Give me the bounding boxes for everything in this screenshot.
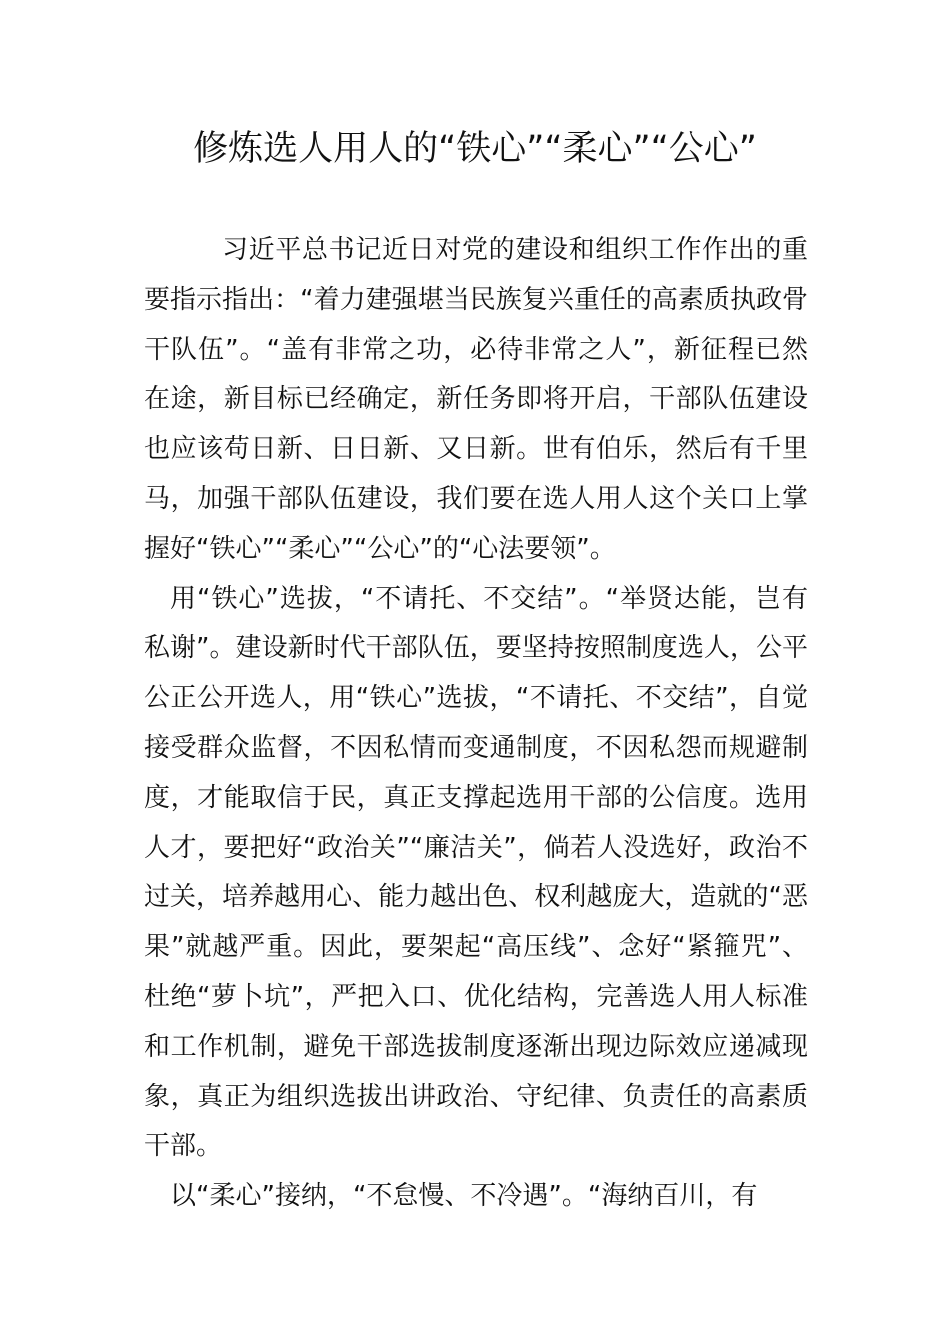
- paragraph-iron-heart: 用“铁心”选拔，“不请托、不交结”。“举贤达能，岂有私谢”。建设新时代干部队伍，要坚持按照制度选人，公平公正公开选人，用“铁心”选拔，“不请托、不交结”，自觉接受群众监督，不因私情而变通制度，不因私怨而规避制度，才能取信于民，真正支撑起选用干部的公信度。选用人才，要把好“政治关”“廉洁关”，倘若人没选好，政治不过关，培养越用心、能力越出色、权利越庞大，造就的“恶果”就越严重。因此，要架起“高压线”、念好“紧箍咒”、杜绝“萝卜坑”，严把入口、优化结构，完善选人用人标准和工作机制，避免干部选拔制度逐渐出现边际效应递减现象，真正为组织选拔出讲政治、守纪律、负责任的高素质干部。: [144, 583, 808, 1162]
- document-title: 修炼选人用人的“铁心”“柔心”“公心”: [193, 129, 757, 169]
- paragraph-intro: 习近平总书记近日对党的建设和组织工作作出的重要指示指出：“着力建强堪当民族复兴重任的高素质执政骨干队伍”。“盖有非常之功，必待非常之人”，新征程已然在途，新目标已经确定，新任务即将开启，干部队伍建设也应该苟日新、日日新、又日新。世有伯乐，然后有千里马，加强干部队伍建设，我们要在选人用人这个关口上掌握好“铁心”“柔心”“公心”的“心法要领”。: [144, 235, 808, 564]
- document-body: [144, 226, 808, 1222]
- paragraph-soft-heart: 以“柔心”接纳，“不怠慢、不冷遇”。“海纳百川，有: [170, 1181, 758, 1212]
